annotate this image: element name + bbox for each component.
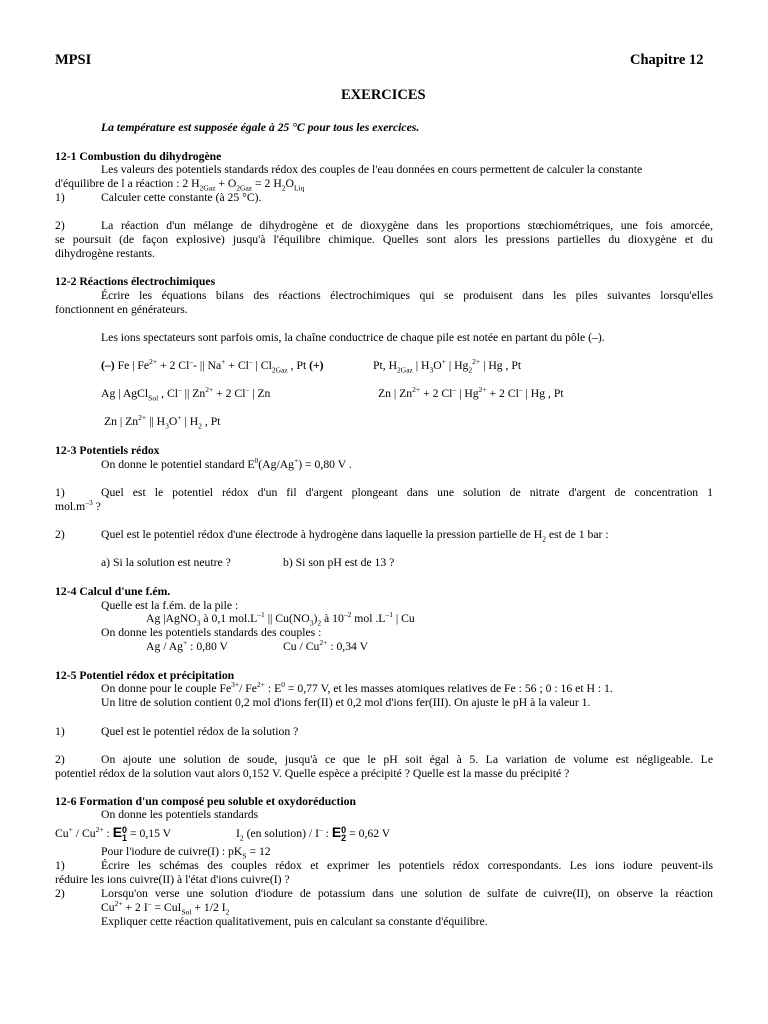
ex6-given: On donne les potentiels standards (101, 808, 259, 821)
ex6-q1-line2: réduire les ions cuivre(II) à l'état d'ions cuivre(I) ? (55, 873, 290, 886)
ex6-heading: 12-6 Formation d'un composé peu soluble et oxydoréduction (55, 795, 356, 808)
ex5-heading: 12-5 Potentiel rédox et précipitation (55, 669, 235, 682)
ex2-text-line2: fonctionnent en générateurs. (55, 303, 188, 316)
ex1-q2-line3: dihydrogène restants. (55, 247, 155, 260)
ex3-qb: b) Si son pH est de 13 ? (283, 556, 395, 569)
ex3-qa: a) Si la solution est neutre ? (101, 556, 231, 569)
header-left: MPSI (55, 52, 92, 68)
ex2-heading: 12-2 Réactions électrochimiques (55, 275, 216, 288)
ex6-pks: Pour l'iodure de cuivre(I) : $pK_S = 12$ (101, 845, 271, 861)
ex2-text-line1: Écrire les équations bilans des réactions électrochimiques qui se produisent dans les piles suivantes lorsqu'elles (101, 289, 713, 302)
cell-5: Zn | $Zn^{2+}$ || $H_3O^+$ | $H_2$ , Pt (104, 413, 221, 431)
ex1-text: Les valeurs des potentiels standards rédox des couples de l'eau données en cours permettent de calculer la constante (101, 163, 643, 176)
ex1-heading: 12-1 Combustion du dihydrogène (55, 150, 222, 163)
ex5-q2-line2: potentiel rédox de la solution vaut alors 0,152 V. Quelle espèce a précipité ? Quelle est la masse du précipité ? (55, 767, 570, 780)
ex6-q1-line1: Écrire les schémas des couples rédox et exprimer les potentiels rédox correspondants. Les ions iodure peuvent-ils (101, 859, 713, 872)
ex3-q2: Quel est le potentiel rédox d'une électrode à hydrogène dans laquelle la pression partielle de $H_2$ est de 1 bar : (101, 528, 609, 544)
ex6-reaction: $Cu^{2+} + 2$ I– = CuI$_{Sol}$ + 1/2 $I_2$ (101, 899, 230, 917)
ex4-question: Quelle est la f.ém. de la pile : (101, 599, 239, 612)
ex2-spectator-note: Les ions spectateurs sont parfois omis, la chaîne conductrice de chaque pile est notée en partant du pôle (–). (101, 331, 605, 344)
cell-1: (–) Fe | $Fe^{2+} + 2$ Cl–- || Na+ + Cl– | $Cl_{2Gaz}$ , Pt (+) (101, 357, 324, 375)
ex1-equation: d'équilibre de l a réaction : 2 $H_{2Gaz} + O_{2Gaz} = 2$ $H_2O_{Liq}$ (55, 177, 305, 193)
ex5-q2-line1: On ajoute une solution de soude, jusqu'à ce que le pH soit égal à 5. La variation de volume est négligeable. Le (101, 753, 713, 766)
ex3-q1-number: 1) (55, 486, 65, 499)
ex5-q1: Quel est le potentiel rédox de la solution ? (101, 725, 299, 738)
ex3-q1-line2: $mol.m^{-3}$ ? (55, 498, 101, 513)
ex3-q1-line1: Quel est le potentiel rédox d'un fil d'argent plongeant dans une solution de nitrate d'argent de concentration 1 (101, 486, 713, 499)
ex4-cell: Ag |AgNO$_3$ à 0,1 $mol.L^{-1}$ || $Cu(NO_3)_2$ à $10^{-2}$ mol $.L^{-1}$ | Cu (146, 610, 415, 628)
ex3-q2-number: 2) (55, 528, 65, 541)
cell-4: Zn | $Zn^{2+} + 2$ Cl– | $Hg^{2+} + 2$ Cl– | Hg , Pt (378, 385, 564, 400)
ex5-q1-number: 1) (55, 725, 65, 738)
ex4-heading: 12-4 Calcul d'une f.ém. (55, 585, 171, 598)
ex5-q2-number: 2) (55, 753, 65, 766)
ex6-iodine-couple: $I_2$ (en solution) / I– : E 0 2 = 0,62 V (236, 824, 391, 844)
page-title: EXERCICES (341, 87, 426, 103)
ex4-cu-couple: Cu / $Cu^{2+}$ : 0,34 V (283, 638, 369, 653)
ex1-q1: Calculer cette constante (à 25 °C). (101, 191, 262, 204)
ex3-heading: 12-3 Potentiels rédox (55, 444, 160, 457)
ex5-solution: Un litre de solution contient 0,2 mol d'ions fer(II) et 0,2 mol d'ions fer(III). On ajuste le pH à la valeur 1. (101, 696, 591, 709)
ex4-given: On donne les potentiels standards des couples : (101, 626, 322, 639)
intro-note: La température est supposée égale à 25 °C pour tous les exercices. (101, 121, 420, 134)
ex4-ag-couple: Ag / Ag+ : 0,80 V (146, 638, 228, 653)
ex1-q2-line1: La réaction d'un mélange de dihydrogène et de dioxygène dans les proportions stœchiométriques, une fois amorcée, (101, 219, 713, 232)
ex1-q2-number: 2) (55, 219, 65, 232)
ex6-q2-line1: Lorsqu'on verse une solution d'iodure de potassium dans une solution de sulfate de cuivre(II), on observe la réaction (101, 887, 713, 900)
ex3-given: On donne le potentiel standard $E^0(Ag/Ag^+) = 0,80$ V . (101, 456, 352, 471)
ex6-q2-line3: Expliquer cette réaction qualitativement, puis en calculant sa constante d'équilibre. (101, 915, 488, 928)
ex1-q2-line2: se poursuit (de façon explosive) jusqu'à l'équilibre chimique. Quelles sont alors les pressions partielles du dioxygène et du (55, 233, 713, 246)
ex6-q1-number: 1) (55, 859, 65, 872)
ex6-q2-number: 2) (55, 887, 65, 900)
header-right: Chapitre 12 (630, 52, 704, 68)
cell-3: Ag | AgCl$_{Sol}$ , Cl– || $Zn^{2+} + 2$ Cl– | Zn (101, 385, 271, 403)
ex5-given: On donne pour le couple $Fe^{3+}/$ $Fe^{2+}$ : $E^0 = 0,77$ V, et les masses atomiques relatives de Fe : 56 ; 0 : 16 et H : 1. (101, 680, 613, 695)
ex6-cu-couple: $Cu^+ / Cu^{2+}$ : E 0 1 = 0,15 V (55, 824, 172, 844)
cell-2: Pt, $H_{2Gaz}$ | $H_3O^+$ | $Hg_2^{2+}$ | Hg , Pt (373, 357, 522, 375)
ex1-q1-number: 1) (55, 191, 65, 204)
